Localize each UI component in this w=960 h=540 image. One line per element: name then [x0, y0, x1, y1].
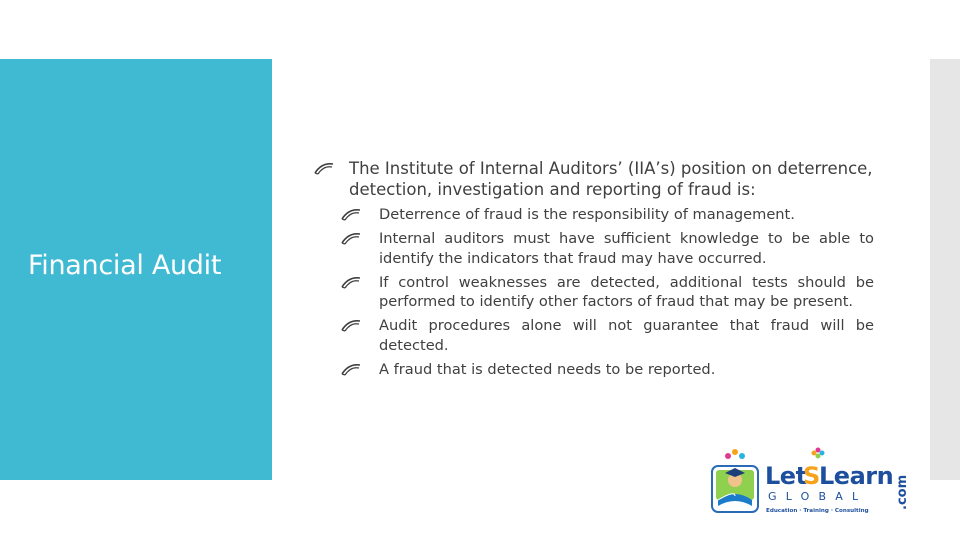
sub-bullet-list [322, 205, 874, 379]
right-side-bar [930, 59, 960, 480]
letslearn-global-logo [708, 444, 908, 520]
swoosh-bullet-icon [341, 363, 361, 377]
svg-text:Let: Let [765, 462, 807, 490]
sub-bullet [379, 273, 874, 312]
sub-bullet [379, 205, 874, 225]
main-bullet-text: The Institute of Internal Auditors’ (IIA’s) position on deterrence, detection, investigation and reporting of fraud is: [349, 159, 873, 199]
graduate-reader-icon [712, 449, 758, 512]
svg-text:Learn: Learn [819, 462, 894, 490]
main-bullet [322, 158, 874, 200]
sub-bullet [379, 360, 874, 380]
svg-text:GLOBAL: GLOBAL [768, 490, 868, 503]
sub-bullet-text: If control weaknesses are detected, additional tests should be performed to identify other factors of fraud that may be present. [379, 273, 874, 310]
swoosh-bullet-icon [341, 208, 361, 222]
svg-text:.com: .com [895, 474, 910, 510]
svg-text:Education · Training · Consult: Education · Training · Consulting [766, 508, 869, 514]
sub-bullet-text: A fraud that is detected needs to be reported. [379, 360, 716, 378]
swoosh-bullet-icon [341, 319, 361, 333]
slide-title: Financial Audit [28, 250, 222, 281]
sub-bullet-text: Audit procedures alone will not guarantee that fraud will be detected. [379, 317, 874, 354]
sub-bullet [379, 316, 874, 355]
swoosh-bullet-icon [341, 276, 361, 290]
bullet-content [322, 158, 874, 384]
sub-bullet-text: Deterrence of fraud is the responsibility of management. [379, 206, 795, 223]
swoosh-bullet-icon [341, 232, 361, 246]
flower-mark [812, 448, 825, 459]
sub-bullet-text: Internal auditors must have sufficient knowledge to be able to identify the indicators that fraud may have occurred. [379, 230, 874, 267]
swoosh-bullet-icon [314, 162, 334, 176]
svg-text:S: S [803, 462, 821, 490]
sub-bullet [379, 229, 874, 268]
